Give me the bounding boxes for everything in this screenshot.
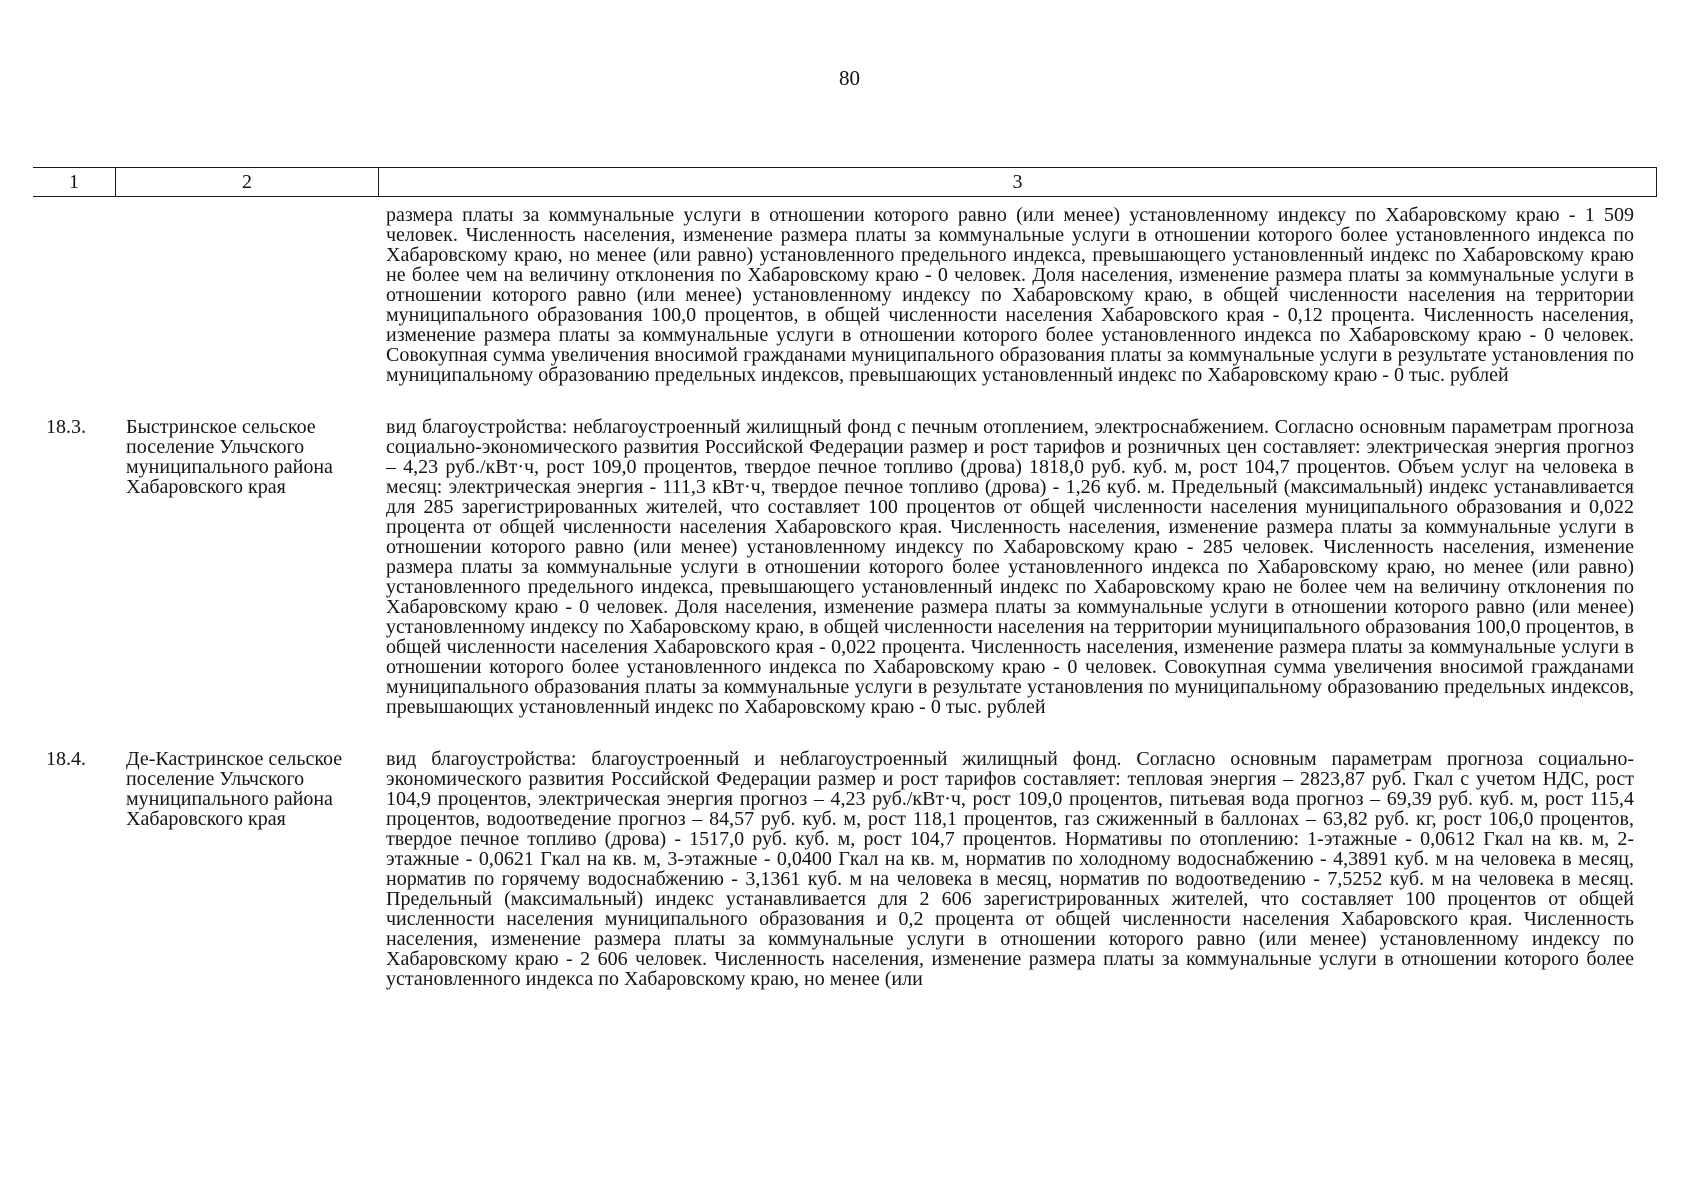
table-row (0, 417, 1699, 717)
row-description: вид благоустройства: неблагоустроенный жилищный фонд с печным отоплением, электроснабжением. Согласно основным параметрам прогноза социально-экономического развития Российской Федерации размер и рост тарифов и розничных цен составляет: электрическая энергия прогноз – 4,23 руб./кВт·ч, рост 109,0 процентов, твердое печное топливо (дрова) 1818,0 руб. куб. м, рост 104,7 процентов. Объем услуг на человека в месяц: электрическая энергия - 111,3 кВт·ч, твердое печное топливо (дрова) - 1,26 куб. м. Предельный (максимальный) индекс устанавливается для 285 зарегистрированных жителей, что составляет 100 процентов от общей численности населения муниципального образования и 0,022 процента от общей численности населения Хабаровского края. Численность населения, изменение размера платы за коммунальные услуги в отношении которого равно (или менее) установленному индексу по Хабаровскому краю - 285 человек. Численность населения, изменение размера платы за коммунальные услуги в отношении которого более установленного индекса по Хабаровскому краю, но менее (или равно) установленного предельного индекса, превышающего установленный индекс по Хабаровскому краю не более чем на величину отклонения по Хабаровскому краю - 0 человек. Доля населения, изменение размера платы за коммунальные услуги в отношении которого равно (или менее) установленному индексу по Хабаровскому краю, в общей численности населения на территории муниципального образования 100,0 процентов, в общей численности населения Хабаровского края - 0,022 процента. Численность населения, изменение размера платы за коммунальные услуги в отношении которого более установленного индекса по Хабаровскому краю - 0 человек. Совокупная сумма увеличения вносимой гражданами муниципального образования платы за коммунальные услуги в результате установления по муниципальному образованию предельных индексов, превышающих установленный индекс по Хабаровскому краю - 0 тыс. рублей (386, 416, 1634, 718)
row-number: 18.3. (46, 416, 86, 438)
row-number: 18.4. (46, 748, 86, 770)
municipality-name: Де-Кастринское сельское поселение Ульчского муниципального района Хабаровского края (126, 748, 343, 830)
table-body (0, 205, 1699, 989)
row-description: размера платы за коммунальные услуги в отношении которого равно (или менее) установленному индексу по Хабаровскому краю - 1 509 человек. Численность населения, изменение размера платы за коммунальные услуги в отношении которого более установленного индекса по Хабаровскому краю, но менее (или равно) установленного предельного индекса, превышающего установленный индекс по Хабаровскому краю не более чем на величину отклонения по Хабаровскому краю - 0 человек. Доля населения, изменение размера платы за коммунальные услуги в отношении которого равно (или менее) установленному индексу по Хабаровскому краю, в общей численности населения на территории муниципального образования 100,0 процентов, в общей численности населения Хабаровского края - 0,12 процента. Численность населения, изменение размера платы за коммунальные услуги в отношении которого более установленного индекса по Хабаровскому краю - 0 человек. Совокупная сумма увеличения вносимой гражданами муниципального образования платы за коммунальные услуги в результате установления по муниципальному образованию предельных индексов, превышающих установленный индекс по Хабаровскому краю - 0 тыс. рублей (386, 204, 1634, 386)
table-row (0, 749, 1699, 989)
column-header-3: 3 (379, 168, 1657, 197)
municipality-name: Быстринское сельское поселение Ульчского муниципального района Хабаровского края (126, 416, 333, 498)
row-description: вид благоустройства: благоустроенный и неблагоустроенный жилищный фонд. Согласно основным параметрам прогноза социально-экономического развития Российской Федерации размер и рост тарифов составляет: тепловая энергия – 2823,87 руб. Гкал с учетом НДС, рост 104,9 процентов, электрическая энергия прогноз – 4,23 руб./кВт·ч, рост 109,0 процентов, питьевая вода прогноз – 69,39 руб. куб. м, рост 115,4 процентов, водоотведение прогноз – 84,57 руб. куб. м, рост 118,1 процентов, газ сжиженный в баллонах – 63,82 руб. кг, рост 106,0 процентов, твердое печное топливо (дрова) - 1517,0 руб. куб. м, рост 104,7 процентов. Нормативы по отоплению: 1-этажные - 0,0612 Гкал на кв. м, 2-этажные - 0,0621 Гкал на кв. м, 3-этажные - 0,0400 Гкал на кв. м, норматив по холодному водоснабжению - 4,3891 куб. м на человека в месяц, норматив по горячему водоснабжению - 3,1361 куб. м на человека в месяц, норматив по водоотведению - 7,5252 куб. м на человека в месяц. Предельный (максимальный) индекс устанавливается для 2 606 зарегистрированных жителей, что составляет 100 процентов от общей численности населения муниципального образования и 0,2 процента от общей численности населения Хабаровского края. Численность населения, изменение размера платы за коммунальные услуги в отношении которого равно (или менее) установленному индексу по Хабаровскому краю - 2 606 человек. Численность населения, изменение размера платы за коммунальные услуги в отношении которого более установленного индекса по Хабаровскому краю, но менее (или (386, 748, 1634, 990)
page-number: 80 (839, 66, 860, 90)
table-row (0, 205, 1699, 385)
column-header-1: 1 (33, 168, 116, 197)
column-header-2: 2 (116, 168, 379, 197)
column-header-row (33, 167, 1657, 197)
